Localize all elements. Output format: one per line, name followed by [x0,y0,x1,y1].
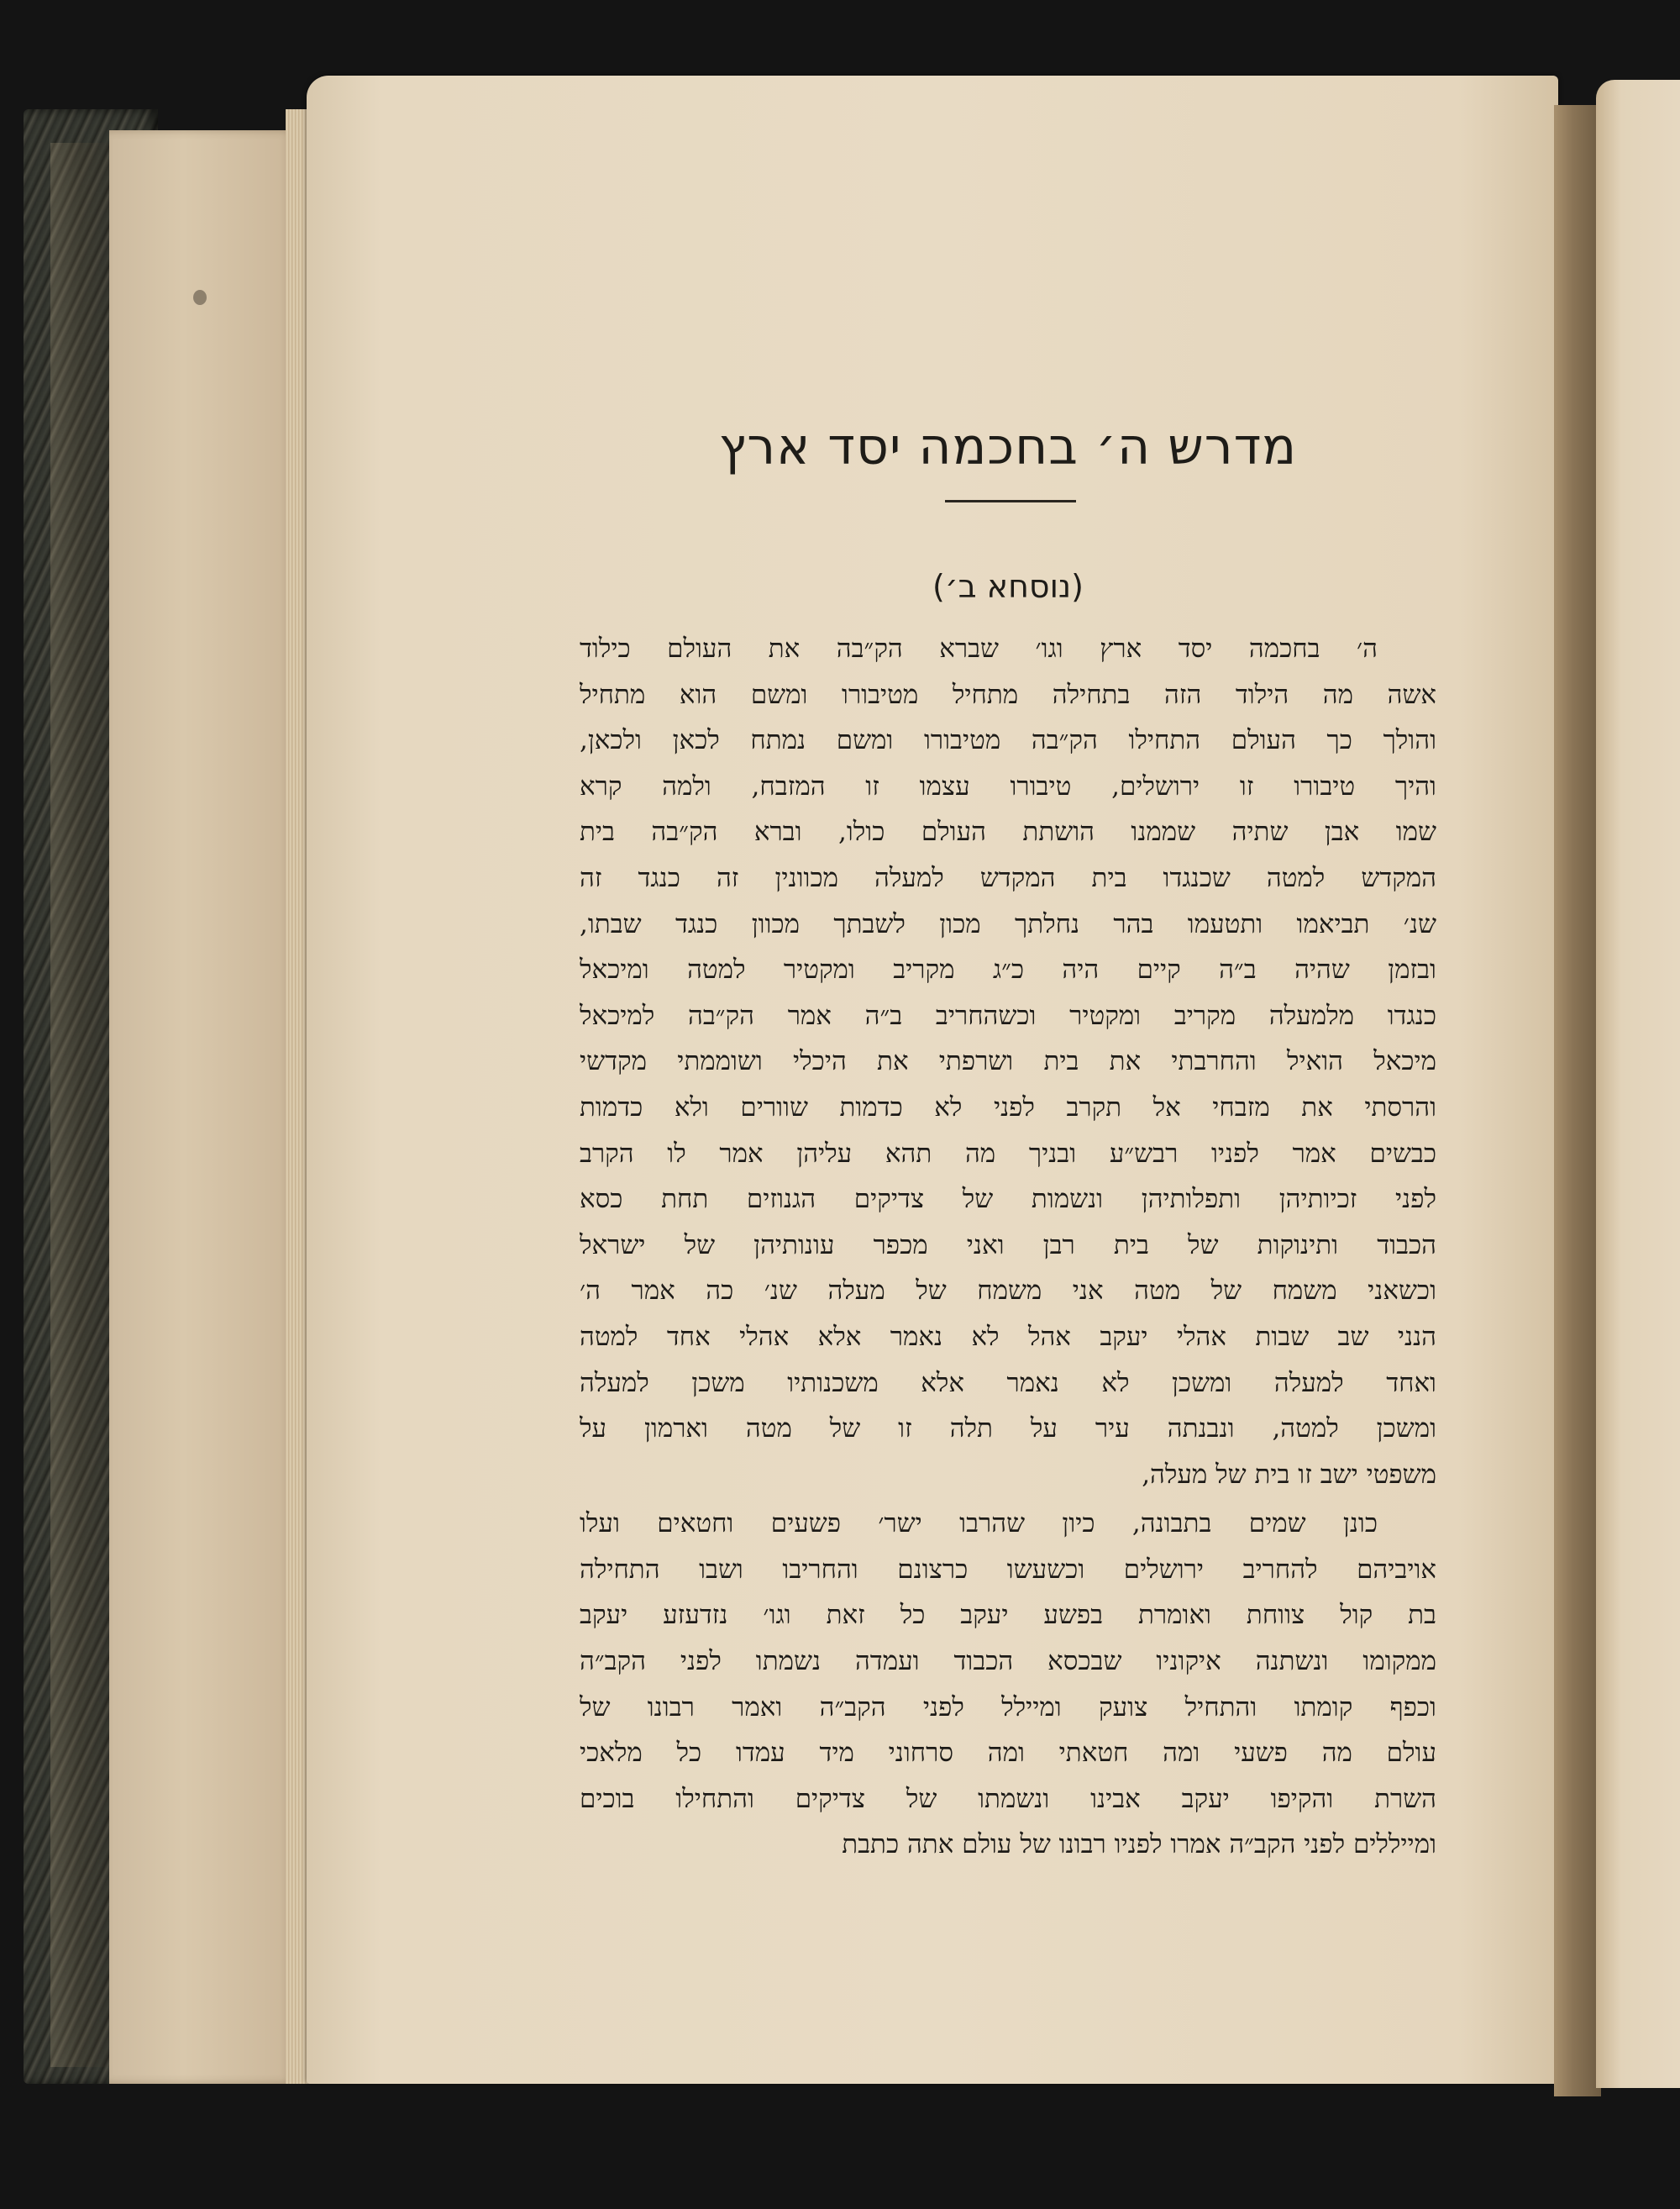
text-line: והולך כך העולם התחילו הק״בה מטיבורו ומשם נמתח לכאן ולכאן, [580,725,1436,756]
paragraph [580,1501,1436,1868]
text-line: לפני זכיותיהן ותפלותיהן ונשמות של צדיקים הגנוזים תחת כסא [580,1184,1436,1215]
body-text [580,626,1436,1868]
text-line: ה׳ בחכמה יסד ארץ וגו׳ שברא הק״בה את העולם כילוד [580,634,1378,664]
text-line: כנגדו מלמעלה מקריב ומקטיר וכשהחריב ב״ה אמר הק״בה למיכאל [580,1000,1436,1031]
text-line: שמו אבן שתיה שממנו הושתת העולם כולו, וברא הק״בה בית [580,817,1436,848]
text-line: והיך טיבורו זו ירושלים, טיבורו עצמו זו המזבח, ולמה קרא [580,771,1436,802]
paper-speck [193,290,207,305]
text-line: ומייללים לפני הקב״ה אמרו לפניו רבונו של עולם אתה כתבת [842,1829,1436,1860]
text-line: וכשאני משמח של מטה אני משמח של מעלה שנ׳ כה אמר ה׳ [580,1275,1436,1307]
text-line: משפטי ישב זו בית של מעלה, [1142,1459,1436,1490]
cover-edge [50,143,109,2067]
text-line: אשה מה הילוד הזה בתחילה מתחיל מטיבורו ומשם הוא מתחיל [580,679,1436,710]
text-line: והרסתי את מזבחי אל תקרב לפני לא כדמות שוורים ולא כדמות [580,1091,1436,1123]
paragraph [580,626,1436,1497]
text-line: מיכאל הואיל והחרבתי את בית ושרפתי את היכלי ושוממתי מקדשי [580,1046,1436,1077]
text-line: שנ׳ תביאמו ותטעמו בהר נחלתך מכון לשבתך מכוון כנגד שבתו, [580,908,1436,939]
text-line: הנני שב שבות אהלי יעקב אהל לא נאמר אלא אהלי אחד למטה [580,1321,1436,1352]
text-line: בת קול צווחת ואומרת בפשע יעקב כל זאת וגו׳ נזדעזע יעקב [580,1600,1436,1631]
text-line: עולם מה פשעי ומה חטאתי ומה סרחוני מיד עמדו כל מלאכי [580,1738,1436,1769]
text-line: אויביהם להחריב ירושלים וכשעשו כרצונם והחריבו ושבו התחילה [580,1554,1436,1585]
text-line: ממקומו ונשתנה איקוניו שבכסא הכבוד ועמדה נשמתו לפני הקב״ה [580,1646,1436,1677]
facing-page [1596,80,1680,2088]
text-line: ואחד למעלה ומשכן לא נאמר אלא משכנותיו משכן למעלה [580,1367,1436,1398]
title-rule [945,500,1076,502]
text-line: ומשכן למטה, ונבנתה עיר על תלה זו של מטה וארמון על [580,1413,1436,1444]
text-line: כונן שמים בתבונה, כיון שהרבו ישר׳ פשעים וחטאים ועלו [580,1508,1378,1539]
text-line: ובזמן שהיה ב״ה קיים היה כ״ג מקריב ומקטיר למטה ומיכאל [580,955,1436,986]
text-line: השרת והקיפו יעקב אבינו ונשמתו של צדיקים והתחילו בוכים [580,1783,1436,1814]
text-line: המקדש למטה שכנגדו בית המקדש למעלה מכוונין זה כנגד זה [580,862,1436,893]
text-line: כבשים אמר לפניו רבש״ע ובניך מה תהא עליהן אמר לו הקרב [580,1138,1436,1169]
page-subtitle: (נוסחא ב׳) [932,568,1084,605]
page-title: מדרש ה׳ בחכמה יסד ארץ [718,418,1298,476]
book-gutter [1554,105,1601,2096]
text-line: הכבוד ותינוקות של בית רבן ואני מכפר עונותיהן של ישראל [580,1229,1436,1260]
endpaper [109,130,294,2084]
text-line: וכפף קומתו והתחיל צועק ומיילל לפני הקב״ה ואמר רבונו של [580,1691,1436,1722]
